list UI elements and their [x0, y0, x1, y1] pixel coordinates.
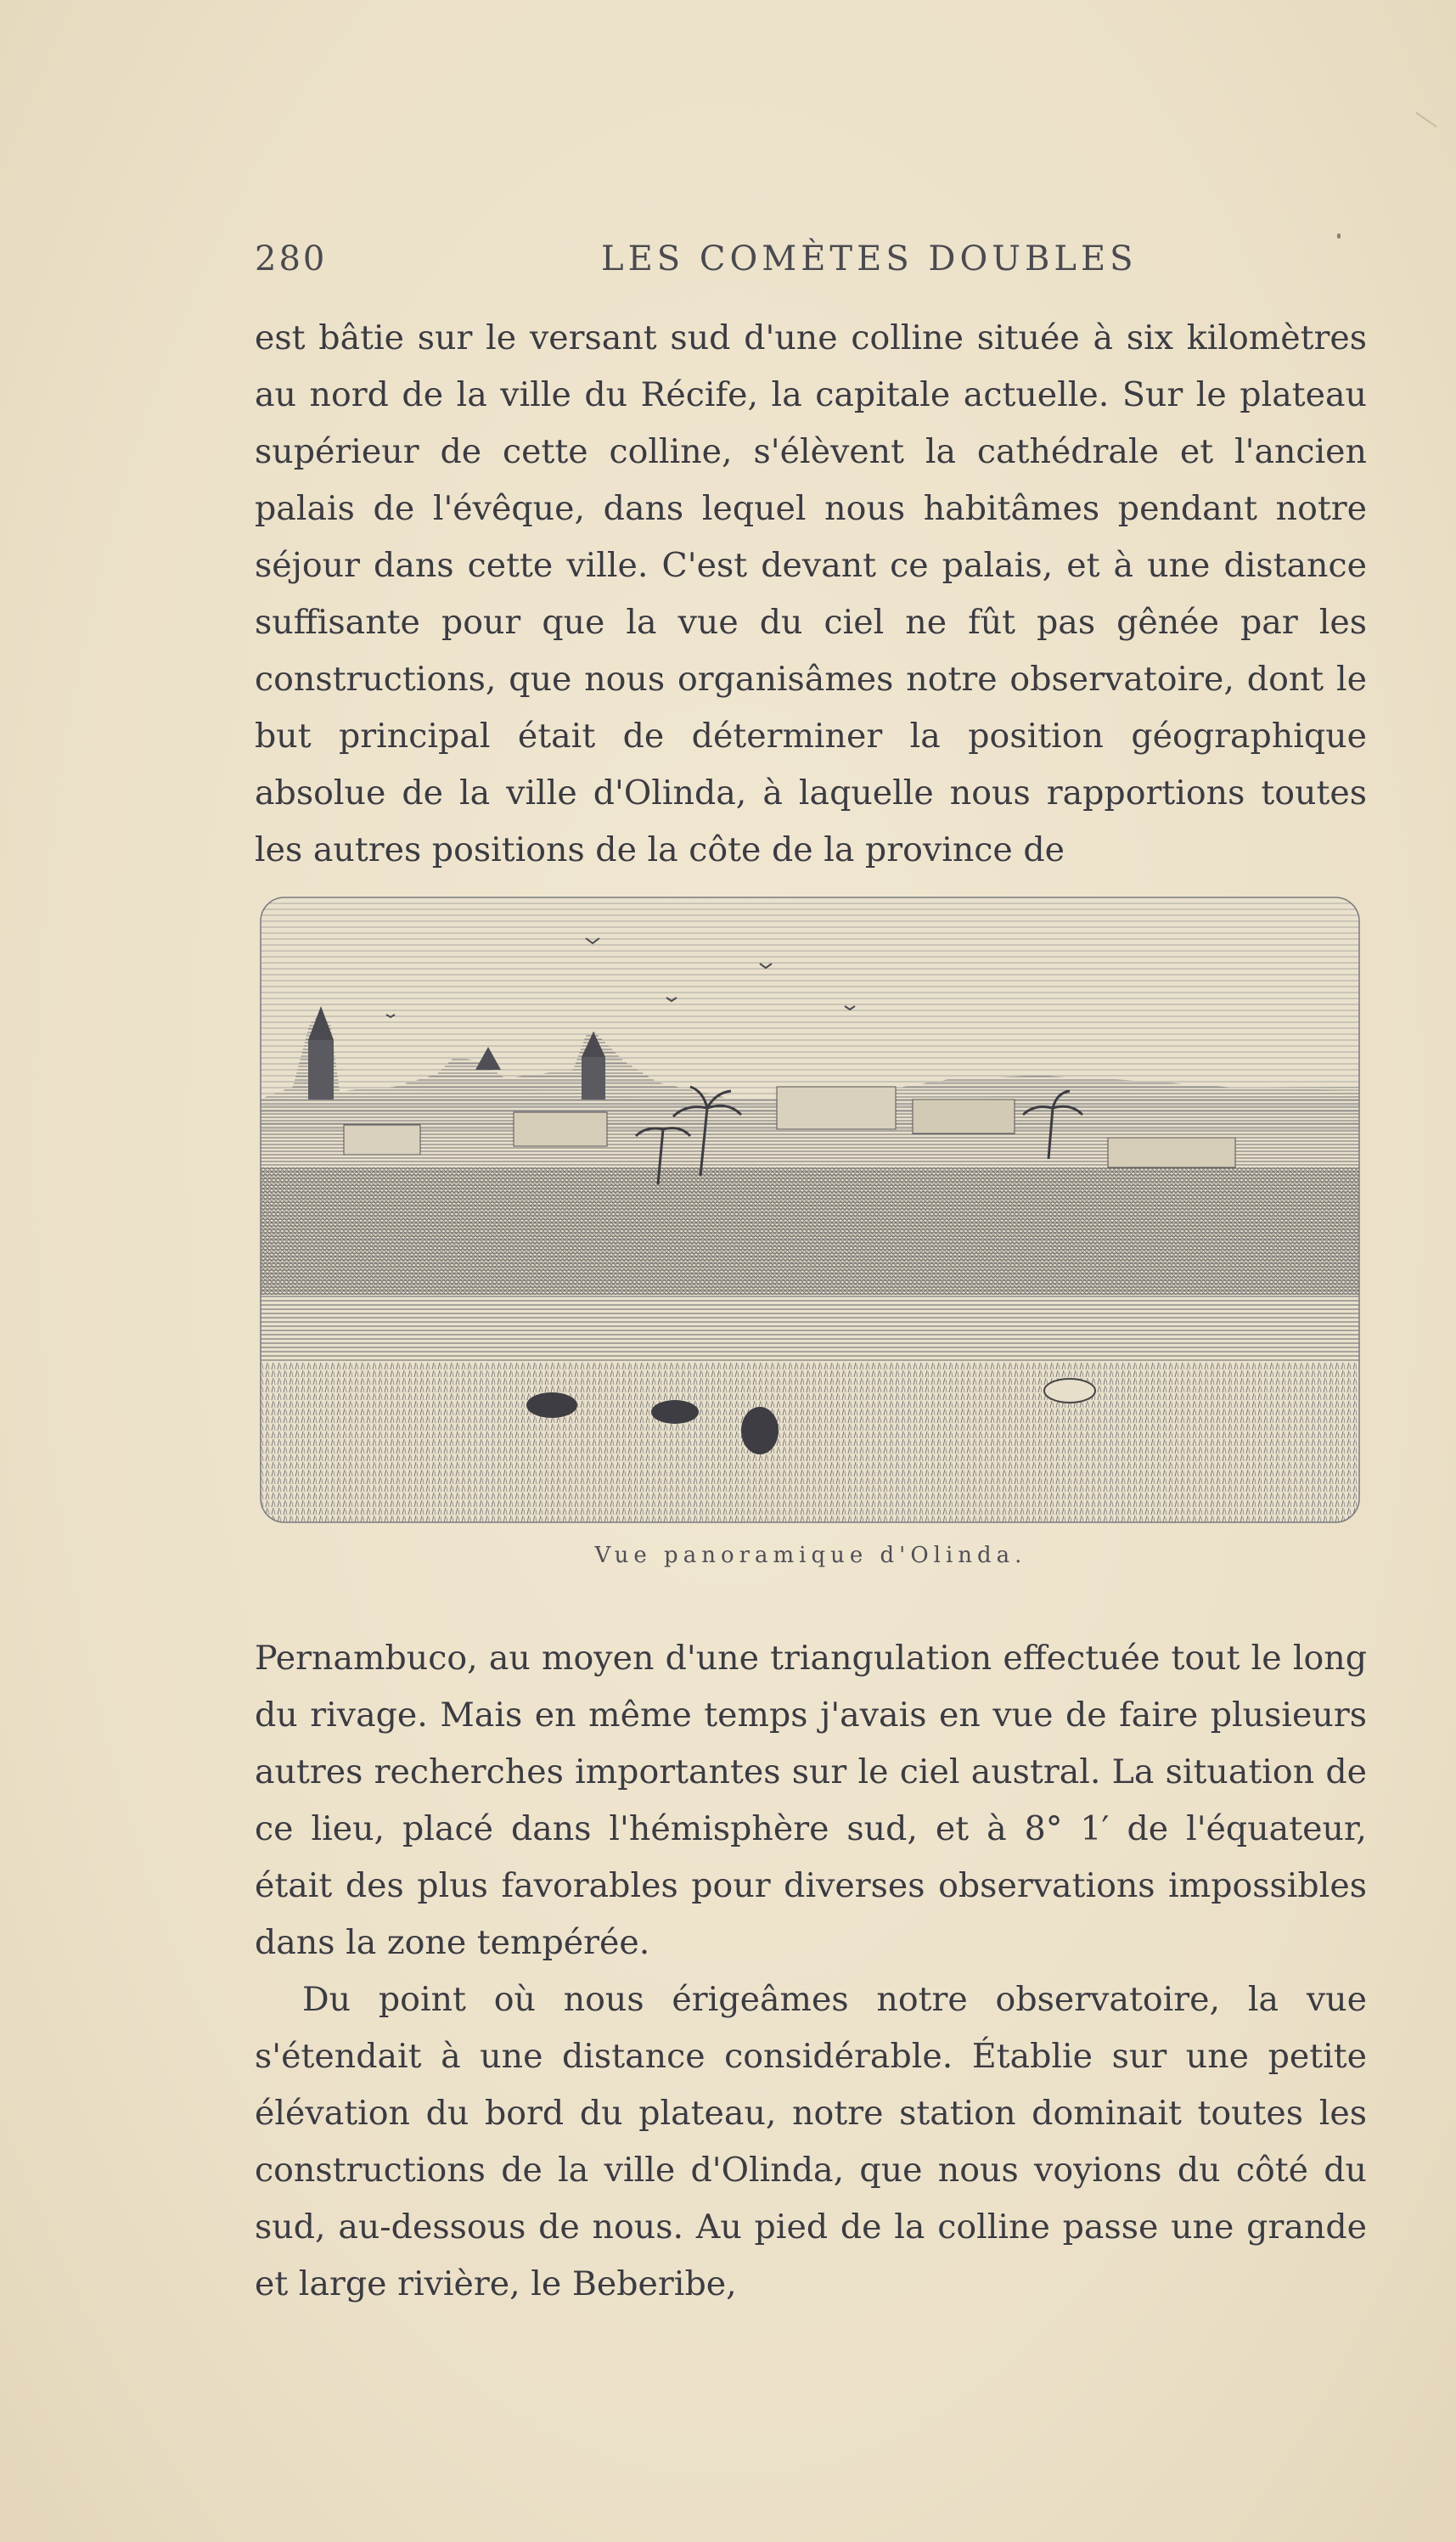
ink-dot [1337, 233, 1341, 239]
engraving-olinda-panorama [259, 896, 1361, 1524]
body-text-bottom [255, 1630, 1367, 2313]
body-text-top [255, 310, 1367, 879]
paragraph: Pernambuco, au moyen d'une triangulation effectuée tout le long du rivage. Mais en même temps j'avais en vue de faire plusieurs autres recherches importantes sur le ciel austral. La situation de ce lieu, placé dans l'hémisphère sud, et à 8° 1′ de l'équateur, était des plus favorables pour diverses observations impossibles dans la zone tempérée. [255, 1639, 1367, 1962]
page-header [255, 239, 1367, 290]
running-title: LES COMÈTES DOUBLES [601, 239, 1138, 278]
page-corner-mark [1415, 112, 1437, 128]
engraving-illustration [259, 896, 1361, 1524]
page-number: 280 [255, 239, 328, 278]
paragraph: est bâtie sur le versant sud d'une colline située à six kilomètres au nord de la ville du Récife, la capitale actuelle. Sur le plateau supérieur de cette colline, s'élèvent la cathédrale et l'ancien palais de l'évêque, dans lequel nous habitâmes pendant notre séjour dans cette ville. C'est devant ce palais, et à une distance suffisante pour que la vue du ciel ne fût pas gênée par les constructions, que nous organisâmes notre observatoire, dont le but principal était de déterminer la position géographique absolue de la ville d'Olinda, à laquelle nous rapportions toutes les autres positions de la côte de la province de [255, 318, 1367, 869]
paragraph: Du point où nous érigeâmes notre observatoire, la vue s'étendait à une distance considérable. Établie sur une petite élévation du bord du plateau, notre station dominait toutes les constructions de la ville d'Olinda, que nous voyions du côté du sud, au-dessous de nous. Au pied de la colline passe une grande et large rivière, le Beberibe, [255, 1980, 1367, 2303]
figure-caption: Vue panoramique d'Olinda. [594, 1543, 1027, 1568]
